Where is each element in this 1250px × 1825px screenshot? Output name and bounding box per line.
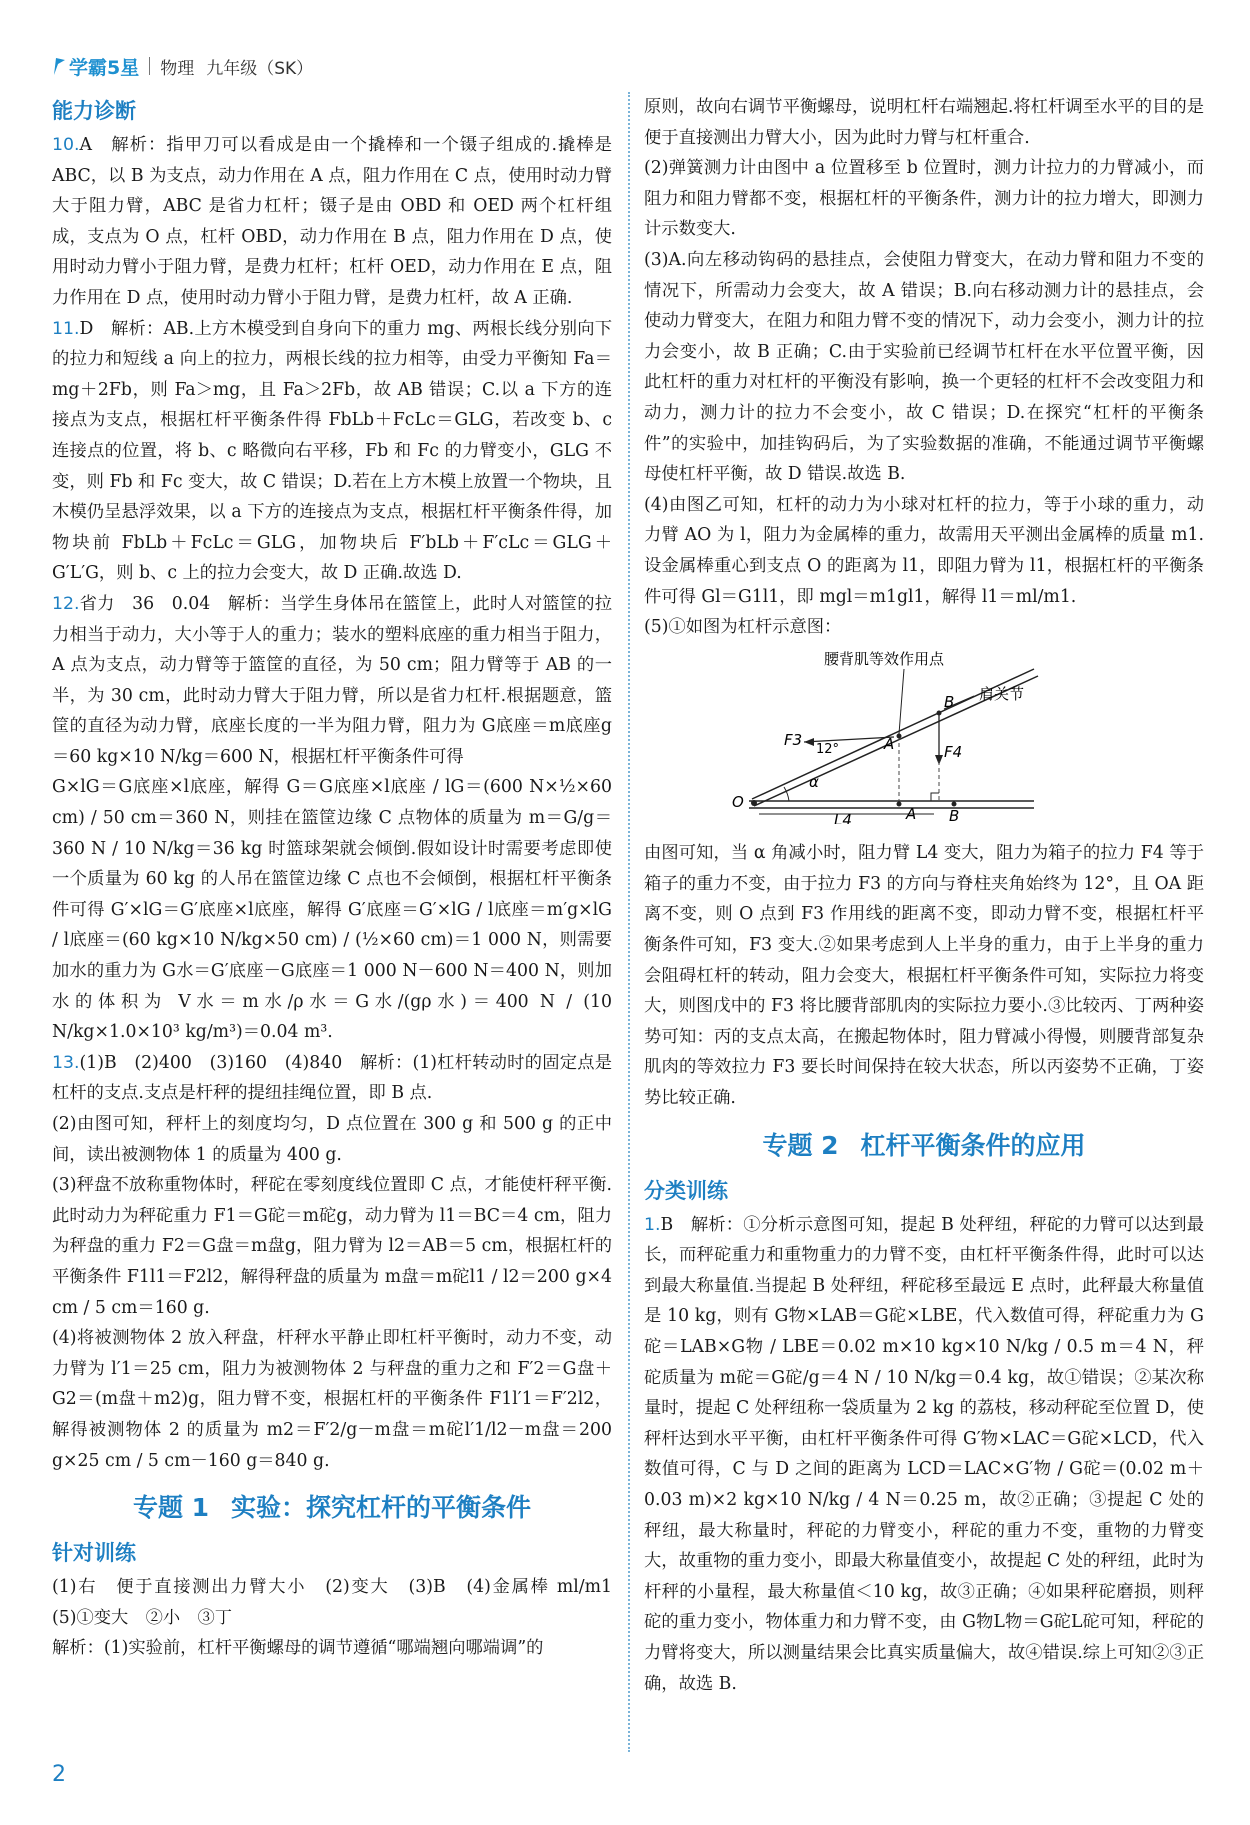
subject-label: 物理 [160,58,195,79]
analysis-p6: 由图可知，当 α 角减小时，阻力臂 L4 变大，阻力为箱子的拉力 F4 等于箱子的重力不变，由于拉力 F3 的方向与脊柱夹角始终为 12°，且 OA 距离不变，则 O 点到 F3 作用线的距离不变，即动力臂不变，根据杠杆平衡条件可知，F3 变大.②如果考虑到人上半身的重力，由于上半身的重力会阻碍杠杆的转动，阻力会变大，根据杠杆平衡条件可知，实际拉力将变大，则图戊中的 F3 将比腰背部肌肉的实际拉力要小.③比较丙、丁两种姿势可知：丙的支点太高，在搬起物体时，阻力臂减小得慢，则腰背部复杂肌肉的等效拉力 F3 要长时间保持在较大状态，所以丙姿势不正确，丁姿势比较正确. [644,843,1204,1109]
answer-12-continued: G×lG＝G底座×l底座，解得 G＝G底座×l底座 / lG＝(600 N×½×60 cm) / 50 cm＝360 N，则挂在篮筐边缘 C 点物体的质量为 m＝G/g＝360 N / 10 N/kg＝36 kg 时篮球架就会倾倒.假如设计时需要考虑即使一个质量为 60 kg 的人吊在篮筐边缘 C 点也不会倾倒，根据杠杆平衡条件可得 G′×lG＝G′底座×l底座，解得 G′底座＝G′×lG / l底座＝m′g×lG / l底座＝(60 kg×10 N/kg×50 cm) / (½×60 cm)＝1 000 N，则需要加水的重力为 G水＝G′底座－G底座＝1 000 N－600 N＝400 N，则加水的体积为 V水＝m水/ρ水＝G水/(gρ水)＝400 N / (10 N/kg×1.0×10³ kg/m³)＝0.04 m³. [52,777,612,1043]
page-number: 2 [52,1762,66,1787]
topic1-answers: (1)右 便于直接测出力臂大小 (2)变大 (3)B (4)金属棒 ml/m1 (5)①变大 ②小 ③丁 [52,1577,630,1628]
question-number: 11. [52,318,80,339]
answer-13-part3: (3)秤盘不放称重物体时，秤砣在零刻度线位置即 C 点，才能使杆秤平衡.此时动力为秤砣重力 F1＝G砣＝m砣g，动力臂为 l1＝BC＝4 cm，阻力为秤盘的重力 F2＝G盘＝m盘g，阻力臂为 l2＝AB＝5 cm，根据杠杆的平衡条件 F1l1＝F2l2，解得秤盘的质量为 m盘＝m砣l1 / l2＝200 g×4 cm / 5 cm＝160 g. [52,1175,612,1318]
label-muscle-point: 腰背肌等效作用点 [824,649,945,668]
label-o: O [732,792,744,811]
analysis-p1: 原则，故向右调节平衡螺母，说明杠杆右端翘起.将杠杆调至水平的目的是便于直接测出力臂大小，因为此时力臂与杠杆重合. [644,97,1204,148]
page-header [52,50,313,82]
point-a-ground [897,801,902,806]
right-angle-marker [931,793,939,801]
pivot-point [751,800,757,806]
header-separator [149,57,150,75]
analysis-p3: (3)A.向左移动钩码的悬挂点，会使阻力臂变大，在动力臂和阻力不变的情况下，所需动力会变大，故 A 错误；B.向右移动测力计的悬挂点，会使动力臂变大，在阻力和阻力臂不变的情况下，动力会变小，测力计的拉力会变小，故 B 正确；C.由于实验前已经调节杠杆在水平位置平衡，因此杠杆的重力对杠杆的平衡没有影响，换一个更轻的杠杆不会改变阻力和动力，测力计的拉力不会变小，故 C 错误；D.在探究“杠杆的平衡条件”的实验中，加挂钩码后，为了实验数据的准确，不能通过调节平衡螺母使杠杆平衡，故 D 错误.故选 B. [644,249,1204,485]
question-number: 13. [52,1052,80,1073]
label-l4: L4 [834,810,852,824]
left-column [52,92,630,1664]
answer-text: (1)B (2)400 (3)160 (4)840 解析：(1)杠杆转动时的固定点是杠杆的支点.支点是杆秤的提纽挂绳位置，即 B 点. [52,1052,612,1104]
answer-13-part4: (4)将被测物体 2 放入秤盘，杆秤水平静止即杠杆平衡时，动力不变，动力臂为 l′1＝25 cm，阻力为被测物体 2 与秤盘的重力之和 F′2＝G盘＋G2＝(m盘＋m2)g，阻力臂不变，根据杠杆的平衡条件 F1l′1＝F′2l2，解得被测物体 2 的质量为 m2＝F′2/g－m盘＝m砣l′1/l2－m盘＝200 g×25 cm / 5 cm－160 g＝840 g. [52,1328,612,1471]
label-b-ground: B [949,806,960,824]
answer-13-part2: (2)由图可知，秤杆上的刻度均匀，D 点位置在 300 g 和 500 g 的正中间，读出被测物体 1 的质量为 400 g. [52,1114,612,1165]
analysis-p4: (4)由图乙可知，杠杆的动力为小球对杠杆的拉力，等于小球的重力，动力臂 AO 为 l，阻力为金属棒的重力，故需用天平测出金属棒的质量 m1.设金属棒重心到支点 O 的距离为 l1，即阻力臂为 l1，根据杠杆的平衡条件可得 Gl＝G1l1，即 mgl＝m1gl1，解得 l1＝ml/m1. [644,494,1204,607]
point-b [937,710,942,715]
answer-text: D 解析：AB.上方木模受到自身向下的重力 mg、两根长线分别向下的拉力和短线 a 向上的拉力，两根长线的拉力相等，由受力平衡知 Fa＝mg＋2Fb，则 Fa＞mg，且 Fa＞2Fb，故 AB 错误；C.以 a 下方的连接点为支点，根据杠杆平衡条件得 FbLb＋FcLc＝GLG，若改变 b、c 连接点的位置，将 b、c 略微向右平移，Fb 和 Fc 的力臂变小，GLG 不变，则 Fb 和 Fc 变大，故 C 错误；D.若在上方木模上放置一个物块，且木模仍呈悬浮效果，以 a 下方的连接点为支点，根据杠杆平衡条件得，加物块前 FbLb＋FcLc＝GLG，加物块后 F′bLb＋F′cLc＝GLG＋G′L′G，则 b、c 上的拉力会变大，故 D 正确.故选 D. [52,318,612,584]
question-number: 10. [52,135,80,155]
muscle-leader-line [899,669,904,734]
label-a-ground: A [906,804,917,823]
f3-arrowhead [804,738,814,746]
topic-title: 杠杆平衡条件的应用 [860,1130,1086,1160]
lever-diagram [644,649,1204,835]
label-alpha: α [809,772,819,791]
answer-text: A 解析：指甲刀可以看成是由一个撬棒和一个镊子组成的.撬棒是 ABC，以 B 为支点，动力作用在 A 点，阻力作用在 C 点，使用时动力臂大于阻力臂，ABC 是省力杠杆；镊子是由 OBD 和 OED 两个杠杆组成，支点为 O 点，杠杆 OBD，动力作用在 B 点，阻力作用在 D 点，使用时动力臂小于阻力臂，是费力杠杆；杠杆 OED，动力作用在 E 点，阻力作用在 D 点，使用时动力臂小于阻力臂，是费力杠杆，故 A 正确. [52,135,612,308]
brand-name: 学霸5星 [69,56,140,79]
section-title-classified: 分类训练 [644,1178,728,1203]
label-f4: F4 [944,742,963,761]
answer-11 [52,314,612,589]
label-f3: F3 [784,730,803,749]
topic-label: 专题 2 [762,1130,839,1160]
topic-1-heading [52,1488,612,1528]
point-b-ground [952,801,957,806]
label-a: A [884,734,895,753]
question-number: 1. [644,1214,661,1235]
topic-2-heading [644,1126,1204,1166]
point-a [897,733,902,738]
analysis-p5: (5)①如图为杠杆示意图： [644,617,842,638]
alpha-arc [784,787,789,801]
answer-13 [52,1048,612,1109]
answer-1 [644,1210,1204,1700]
brand-logo [52,53,139,80]
topic-label: 专题 1 [132,1493,210,1523]
topic-title: 实验：探究杠杆的平衡条件 [231,1493,532,1523]
right-column [644,92,1204,1699]
answer-12 [52,589,612,773]
question-number: 12. [52,593,80,614]
label-shoulder-joint: 肩关节 [979,684,1025,703]
label-b: B [944,692,955,711]
grade-label: 九年级（SK） [206,58,314,79]
analysis-p2: (2)弹簧测力计由图中 a 位置移至 b 位置时，测力计拉力的力臂减小，而阻力和阻力臂都不变，根据杠杆的平衡条件，测力计的拉力增大，即测力计示数变大. [644,158,1204,240]
answer-text: B 解析：①分析示意图可知，提起 B 处秤纽，秤砣的力臂可以达到最长，而秤砣重力和重物重力的力臂不变，由杠杆平衡条件得，此时可以达到最大称量值.当提起 B 处秤纽，秤砣移至最远 E 点时，此秤最大称量值是 10 kg，则有 G物×LAB＝G砣×LBE，代入数值可得，秤砣重力为 G砣＝LAB×G物 / LBE＝0.02 m×10 kg×10 N/kg / 0.5 m＝4 N，秤砣质量为 m砣＝G砣/g＝4 N / 10 N/kg＝0.4 kg，故①错误；②某次称量时，提起 C 处秤纽称一袋质量为 2 kg 的荔枝，移动秤砣至位置 D，使秤杆达到水平平衡，由杠杆平衡条件可得 G′物×LAC＝G砣×LCD，代入数值可得，C 与 D 之间的距离为 LCD＝LAC×G′物 / G砣＝(0.02 m＋0.03 m)×2 kg×10 N/kg / 4 N＝0.25 m，故②正确；③提起 C 处的秤纽，最大称量时，秤砣的力臂变小，秤砣的重力不变，重物的力臂变大，故重物的重力变小，即最大称量值变小，故提起 C 处的秤纽，此时为杆秤的小量程，最大称量值＜10 kg，故③正确；④如果秤砣磨损，则秤砣的重力变小，物体重力和力臂不变，由 G物L物＝G砣L砣可知，秤砣的力臂将变大，所以测量结果会比真实质量偏大，故④错误.综上可知②③正确，故选 B. [644,1214,1204,1694]
column-divider [628,92,630,1752]
answer-10 [52,130,612,314]
label-angle: 12° [816,741,840,757]
topic1-analysis: 解析：(1)实验前，杠杆平衡螺母的调节遵循“哪端翘向哪端调”的 [52,1638,544,1659]
section-title-practice: 针对训练 [52,1541,136,1566]
section-title-ability: 能力诊断 [52,99,136,123]
answer-text: 省力 36 0.04 解析：当学生身体吊在篮筐上，此时人对篮筐的拉力相当于动力，大小等于人的重力；装水的塑料底座的重力相当于阻力，A 点为支点，动力臂等于篮筐的直径，为 50 cm；阻力臂等于 AB 的一半，为 30 cm，此时动力臂大于阻力臂，所以是省力杠杆.根据题意，篮筐的直径为动力臂，底座长度的一半为阻力臂，阻力为 G底座＝m底座g＝60 kg×10 N/kg＝600 N，根据杠杆平衡条件可得 [52,593,612,767]
brand-flag-icon [52,56,66,76]
